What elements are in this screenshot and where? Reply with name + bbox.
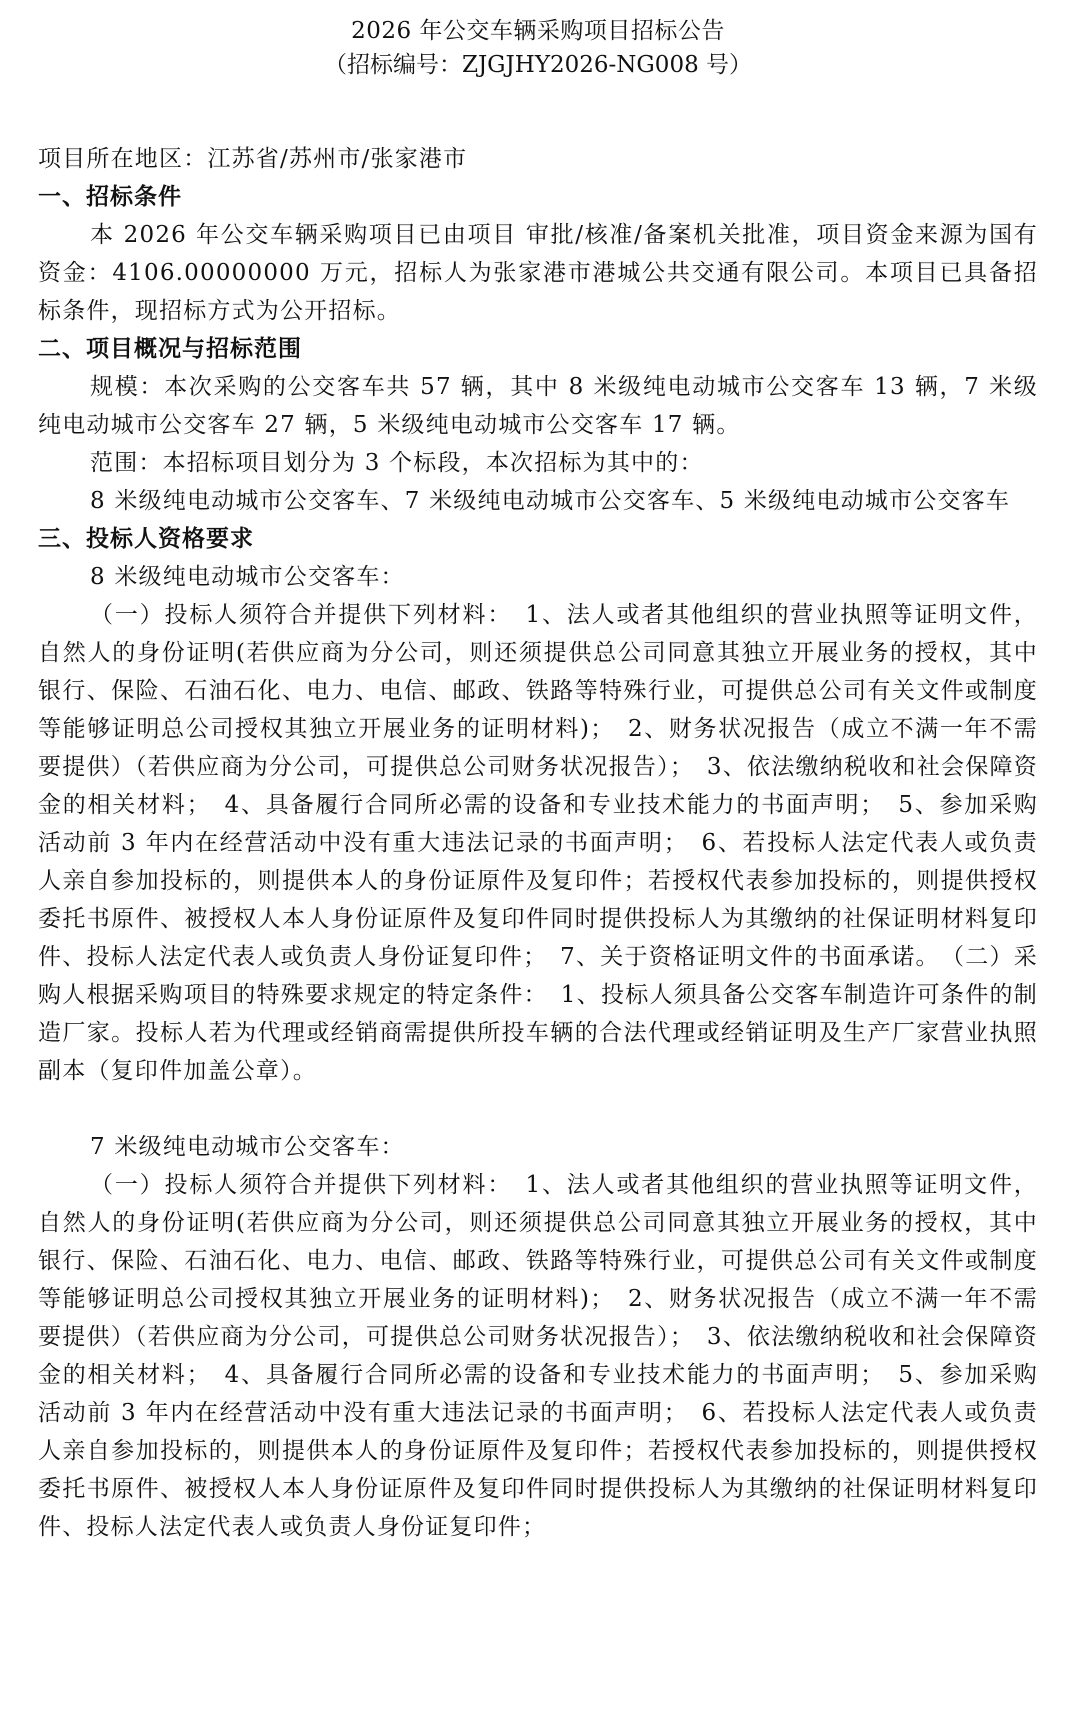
lot-7m-requirements: （一）投标人须符合并提供下列材料： 1、法人或者其他组织的营业执照等证明文件，自然人的身份证明(若供应商为分公司，则还须提供总公司同意其独立开展业务的授权，其中银行、保险、石油石化、电力、电信、邮政、铁路等特殊行业，可提供总公司有关文件或制度等能够证明总公司授权其独立开展业务的证明材料)； 2、财务状况报告（成立不满一年不需要提供）（若供应商为分公司，可提供总公司财务状况报告）； 3、依法缴纳税收和社会保障资金的相关材料； 4、具备履行合同所必需的设备和专业技术能力的书面声明； 5、参加采购活动前 3 年内在经营活动中没有重大违法记录的书面声明； 6、若投标人法定代表人或负责人亲自参加投标的，则提供本人的身份证原件及复印件；若授权代表参加投标的，则提供授权委托书原件、被授权人本人身份证原件及复印件同时提供投标人为其缴纳的社保证明材料复印件、投标人法定代表人或负责人身份证复印件；	[38, 1172, 1038, 1540]
lot-8m-title: 8 米级纯电动城市公交客车：	[90, 564, 405, 590]
section-1-body: 本 2026 年公交车辆采购项目已由项目 审批/核准/备案机关批准，项目资金来源为国有资金：4106.00000000 万元，招标人为张家港市港城公共交通有限公司。本项目已具备招标条件，现招标方式为公开招标。	[38, 222, 1038, 324]
section-2-scale: 规模：本次采购的公交客车共 57 辆，其中 8 米级纯电动城市公交客车 13 辆，7 米级纯电动城市公交客车 27 辆，5 米级纯电动城市公交客车 17 辆。	[38, 374, 1038, 438]
section-2-heading: 二、项目概况与招标范围	[38, 336, 302, 362]
lot-8m-requirements: （一）投标人须符合并提供下列材料： 1、法人或者其他组织的营业执照等证明文件，自然人的身份证明(若供应商为分公司，则还须提供总公司同意其独立开展业务的授权，其中银行、保险、石油石化、电力、电信、邮政、铁路等特殊行业，可提供总公司有关文件或制度等能够证明总公司授权其独立开展业务的证明材料)； 2、财务状况报告（成立不满一年不需要提供）（若供应商为分公司，可提供总公司财务状况报告）； 3、依法缴纳税收和社会保障资金的相关材料； 4、具备履行合同所必需的设备和专业技术能力的书面声明； 5、参加采购活动前 3 年内在经营活动中没有重大违法记录的书面声明； 6、若投标人法定代表人或负责人亲自参加投标的，则提供本人的身份证原件及复印件；若授权代表参加投标的，则提供授权委托书原件、被授权人本人身份证原件及复印件同时提供投标人为其缴纳的社保证明材料复印件、投标人法定代表人或负责人身份证复印件； 7、关于资格证明文件的书面承诺。 （二）采购人根据采购项目的特殊要求规定的特定条件： 1、投标人须具备公交客车制造许可条件的制造厂家。投标人若为代理或经销商需提供所投车辆的合法代理或经销证明及生产厂家营业执照副本（复印件加盖公章）。	[38, 602, 1038, 1084]
bid-number: （招标编号：ZJGJHY2026-NG008 号）	[323, 52, 753, 78]
section-2-scope-list: 8 米级纯电动城市公交客车、7 米级纯电动城市公交客车、5 米级纯电动城市公交客车	[90, 488, 1011, 514]
project-region: 项目所在地区：江苏省/苏州市/张家港市	[38, 146, 468, 172]
section-3-heading: 三、投标人资格要求	[38, 526, 254, 552]
paragraph-gap	[38, 1090, 1038, 1128]
lot-7m-title: 7 米级纯电动城市公交客车：	[90, 1134, 405, 1160]
section-2-scope-intro: 范围：本招标项目划分为 3 个标段，本次招标为其中的：	[90, 450, 704, 476]
section-1-heading: 一、招标条件	[38, 184, 182, 210]
announcement-page	[38, 14, 1038, 1546]
document-title: 2026 年公交车辆采购项目招标公告	[351, 18, 725, 44]
